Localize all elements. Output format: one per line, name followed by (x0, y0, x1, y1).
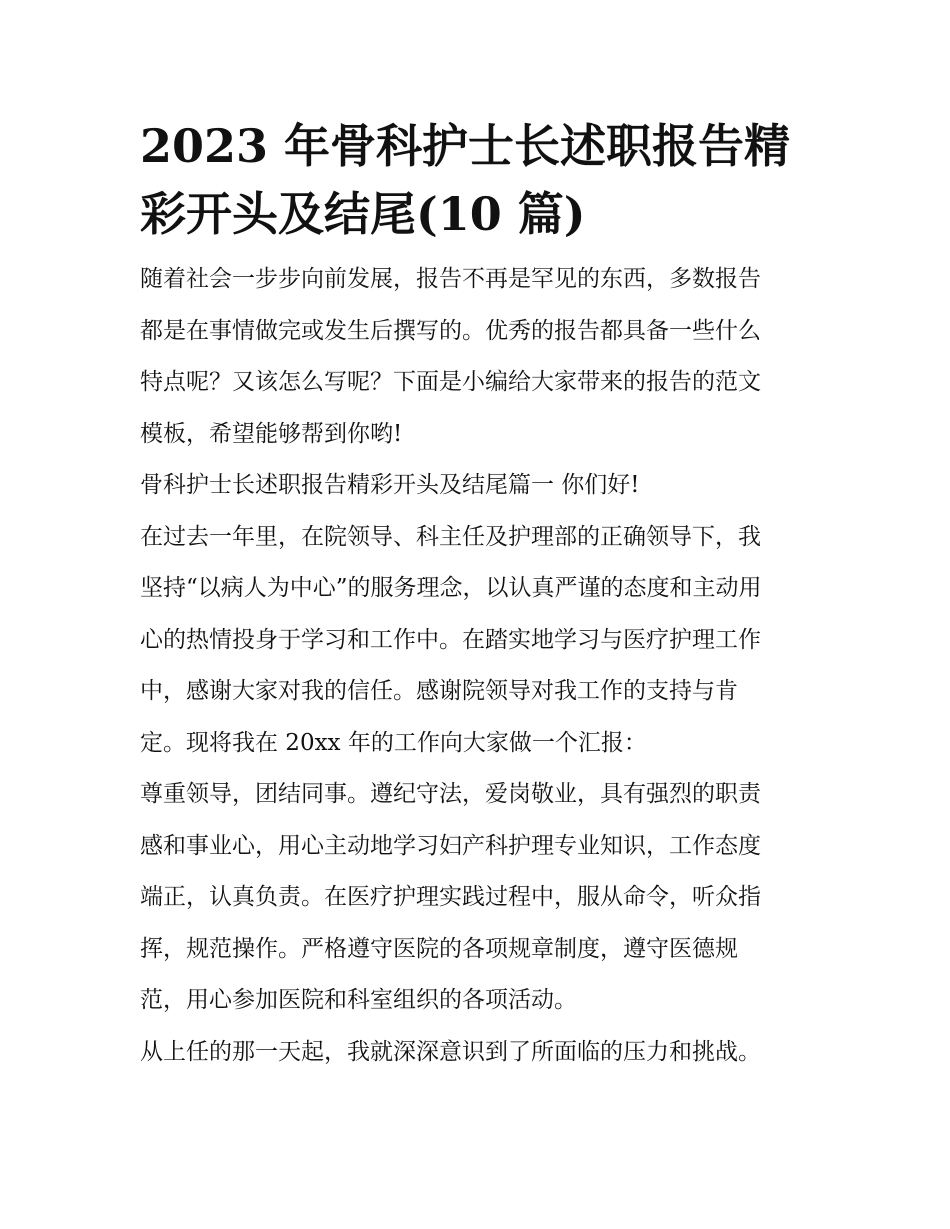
text-line: 心的热情投身于学习和工作中。在踏实地学习与医疗护理工作 (140, 626, 761, 653)
text-line: 范，用心参加医院和科室组织的各项活动。 (140, 987, 577, 1013)
text-line: 特点呢？又该怎么写呢？下面是小编给大家带来的报告的范文 (140, 369, 761, 395)
text-line: 中，感谢大家对我的信任。感谢院领导对我工作的支持与肯 (140, 678, 738, 704)
section-heading-paragraph (140, 460, 820, 512)
title-line: 2023 年骨科护士长述职报告精 (140, 119, 791, 173)
text-line: 随着社会一步步向前发展，报告不再是罕见的东西，多数报告 (140, 266, 761, 292)
intro-paragraph (140, 254, 820, 460)
text-line: 端正，认真负责。在医疗护理实践过程中，服从命令，听众指 (140, 884, 761, 910)
text-line: 从上任的那一天起，我就深深意识到了所面临的压力和挑战。 (140, 1038, 761, 1065)
body-paragraph (140, 1027, 820, 1079)
body-paragraph (140, 512, 820, 770)
text-line: 坚持“以病人为中心”的服务理念，以认真严谨的态度和主动用 (140, 575, 762, 601)
title-line: 彩开头及结尾(10 篇) (140, 187, 586, 241)
document-title (140, 112, 820, 248)
text-line: 定。现将我在 20xx 年的工作向大家做一个汇报： (140, 729, 647, 756)
document-page (140, 112, 820, 1078)
text-line: 模板，希望能够帮到你哟! (140, 420, 403, 447)
text-line: 在过去一年里，在院领导、科主任及护理部的正确领导下，我 (140, 523, 761, 550)
text-line: 骨科护士长述职报告精彩开头及结尾篇一 你们好! (140, 472, 640, 498)
text-line: 感和事业心，用心主动地学习妇产科护理专业知识，工作态度 (140, 832, 761, 859)
text-line: 都是在事情做完或发生后撰写的。优秀的报告都具备一些什么 (140, 317, 761, 344)
text-line: 尊重领导，团结同事。遵纪守法，爱岗敬业，具有强烈的职责 (140, 781, 761, 807)
body-paragraph (140, 769, 820, 1027)
text-line: 挥，规范操作。严格遵守医院的各项规章制度，遵守医德规 (140, 935, 738, 962)
